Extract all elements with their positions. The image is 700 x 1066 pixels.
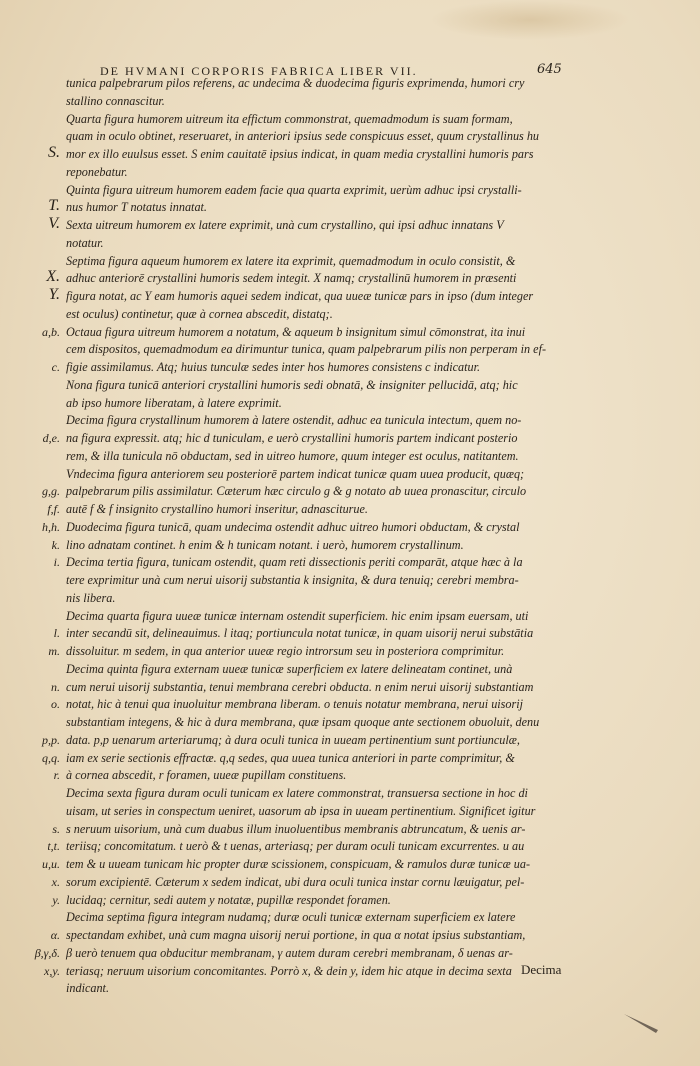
line-text: uisam, ut series in conspectum ueniret, uasorum ab ipsa in uueam pertinentium. Significet igitur <box>66 803 536 818</box>
text-line <box>42 324 586 342</box>
margin-letter: g,g. <box>42 484 60 499</box>
text-line <box>48 215 586 235</box>
line-text: mor ex illo euulsus esset. S enim cauitatē ipsius indicat, in quam media crystallini humoris pars <box>66 147 534 161</box>
text-line <box>66 111 586 129</box>
page-number: 645 <box>537 62 562 77</box>
text-line <box>51 537 586 555</box>
text-line <box>53 554 586 572</box>
line-text: tere exprimitur unà cum nerui uisorij substantia k insignita, & dura tenuiq; cerebri membra- <box>66 573 519 587</box>
line-text: notat, hic à tenui qua inuoluitur membrana liberam. o tenuis notatur membrana, nerui uisorij <box>66 697 524 712</box>
paper-stain <box>430 0 630 40</box>
text-line <box>66 785 586 803</box>
text-line <box>66 377 586 395</box>
text-line <box>42 519 586 537</box>
line-text: stallino connascitur. <box>66 93 165 108</box>
text-line <box>66 448 586 466</box>
margin-letter: m. <box>48 644 60 658</box>
margin-letter: f,f. <box>47 502 60 516</box>
line-text: Nona figura tunicā anteriori crystallini humoris sedi obnatā, & insigniter pellucidā, atq; hic <box>66 377 518 392</box>
line-text: reponebatur. <box>66 164 128 179</box>
line-text: Duodecima figura tunicā, quam undecima ostendit adhuc uitreo humori obductam, & crystal <box>66 519 520 534</box>
text-line <box>66 590 586 608</box>
text-line <box>66 661 586 679</box>
text-line <box>66 93 586 111</box>
line-text: teriisq; concomitatum. t uerò & t uenas, arteriasq; per duram oculi tunicam excurrentes. u au <box>66 839 525 854</box>
running-title: DE HVMANI CORPORIS FABRICA LIBER VII. <box>100 64 418 78</box>
line-text: palpebrarum pilis assimilatur. Cæterum hæc circulo g & g notato ab uuea pronascitur, circulo <box>66 484 527 499</box>
margin-letter: s. <box>52 821 60 836</box>
margin-letter: S. <box>48 144 60 161</box>
text-line <box>66 803 586 821</box>
line-text: Quinta figura uitreum humorem eadem facie qua quarta exprimit, uerùm adhuc ipsi crystalli- <box>66 182 522 197</box>
margin-letter: α. <box>50 928 60 942</box>
margin-letter: Y. <box>48 286 60 303</box>
text-line <box>66 980 586 998</box>
margin-letter: u,u. <box>42 857 60 871</box>
line-text: spectandam exhibet, unà cum magna uisorij nerui portione, in qua α notat ipsius substantiam, <box>66 928 526 942</box>
line-text: Decima tertia figura, tunicam ostendit, quam reti dissectionis periti comparāt, atque hæc à la <box>66 555 523 570</box>
text-line <box>66 572 586 590</box>
text-line <box>66 714 586 732</box>
line-text: Decima figura crystallinum humorem à latere ostendit, adhuc ea tunicula intectum, quem no- <box>66 413 522 428</box>
line-text: à cornea abscedit, r foramen, uueæ pupillam constituens. <box>66 768 347 783</box>
margin-letter: r. <box>53 768 60 783</box>
text-line <box>51 679 586 697</box>
text-line <box>66 341 586 359</box>
line-text: Vndecima figura anteriorem seu posteriorē partem indicat tunicæ quam uuea producit, quæq; <box>66 466 525 481</box>
text-line <box>48 197 586 217</box>
line-text: Quarta figura humorem uitreum ita effictum commonstrat, quemadmodum is suam formam, <box>66 111 513 126</box>
text-line <box>66 253 586 271</box>
margin-letter: β,γ,δ. <box>34 945 60 960</box>
line-text: Sexta uitreum humorem ex latere exprimit, unà cum crystallino, qui ipsi adhuc innatans V <box>66 218 504 232</box>
line-text: lucidaq; cernitur, sedi autem y notatæ, pupillæ respondet foramen. <box>66 892 391 907</box>
line-text: notatur. <box>66 235 104 250</box>
line-text: dissoluitur. m sedem, in qua anterior uueæ regio introrsum seu in posteriora comprimitur. <box>66 644 505 658</box>
line-text: rem, & illa tunicula nō obductam, sed in uitreo humore, quum integer est oculus, natitantem. <box>66 448 519 463</box>
margin-letter: x. <box>51 874 60 889</box>
text-line <box>66 75 586 93</box>
line-text: na figura expressit. atq; hic d tuniculam, e uerò crystallini humoris partem indicant posterio <box>66 431 518 445</box>
margin-letter: l. <box>53 626 60 641</box>
text-line <box>42 856 586 874</box>
text-line <box>48 286 586 306</box>
text-line <box>42 430 586 448</box>
line-text: figura notat, ac Y eam humoris aquei sedem indicat, qua uueæ tunicæ pars in ipso (dum integer <box>66 289 534 303</box>
line-text: est oculus) continetur, quæ à cornea abscedit, distatq;. <box>66 306 333 321</box>
text-line <box>66 235 586 253</box>
line-text: β uerò tenuem qua obducitur membranam, γ autem duram cerebri membranam, δ uenas ar- <box>66 945 513 960</box>
line-text: data. p,p uenarum arteriarumq; à dura oculi tunica in uueam pertinentium sunt portiunculæ, <box>66 732 520 747</box>
margin-letter: a,b. <box>42 324 60 339</box>
line-text: adhuc anteriorē crystallini humoris sedem integit. X namq; crystallinū humorem in præsenti <box>66 271 517 286</box>
line-text: s neruum uisorium, unà cum duabus illum inuoluentibus membranis abtruncatum, & uenis ar- <box>66 821 526 836</box>
text-line <box>66 164 586 182</box>
line-text: tem & u uueam tunicam hic propter duræ scissionem, conspicuam, & ramulos duræ tunicæ ua- <box>66 857 530 871</box>
line-text: autē f & f insignito crystallino humori inseritur, adnasciturue. <box>66 502 368 516</box>
text-line <box>51 696 586 714</box>
text-line <box>53 625 586 643</box>
text-line <box>51 359 586 377</box>
text-line <box>66 395 586 413</box>
line-text: inter secandū sit, delineauimus. l itaq; portiuncula notat tunicæ, in quam uisorij nerui substātia <box>66 626 534 641</box>
line-text: indicant. <box>66 981 109 996</box>
line-text: Decima quinta figura externam uueæ tunicæ superficiem ex latere delineatam continet, unà <box>66 661 513 676</box>
margin-letter: d,e. <box>42 431 60 445</box>
text-line <box>44 963 586 981</box>
text-line <box>66 608 586 626</box>
line-text: nis libera. <box>66 590 116 605</box>
line-text: Octaua figura uitreum humorem a notatum, & aqueum b insignitum simul cōmonstrat, ita inui <box>66 324 526 339</box>
text-line <box>52 892 586 910</box>
catchword: Decima <box>521 962 562 977</box>
text-line <box>42 483 586 501</box>
text-line <box>50 927 586 945</box>
line-text: sorum excipientē. Cæterum x sedem indicat, ubi dura oculi tunica instar cornu læuigatur, pel- <box>66 874 525 889</box>
line-text: cum nerui uisorij substantia, tenui membrana cerebri obducta. n enim nerui uisorij substantiam <box>66 679 534 694</box>
text-block <box>34 75 586 998</box>
line-text: nus humor T notatus innatat. <box>66 200 207 215</box>
line-text: iam ex serie sectionis effractæ. q,q sedes, qua uuea tunica anteriori in parte comprimitur, & <box>66 750 515 765</box>
line-text: quam in oculo obtinet, reseruaret, in anteriori ipsius sede conspicuus esset, quum crystallinus hu <box>66 129 540 144</box>
text-line <box>47 501 586 519</box>
text-line <box>66 909 586 927</box>
line-text: Septima figura aqueum humorem ex latere ita exprimit, quemadmodum in oculo consistit, & <box>66 253 516 268</box>
line-text: cem dispositos, quemadmodum ea dirimuntur tunica, quam palpebrarum pilis non perperam in ef- <box>66 342 547 357</box>
margin-letter: q,q. <box>42 750 60 765</box>
margin-letter: k. <box>51 537 60 552</box>
text-line <box>42 732 586 750</box>
margin-letter: y. <box>52 892 60 907</box>
text-line <box>48 144 586 164</box>
margin-letter: X. <box>46 268 60 286</box>
margin-letter: V. <box>48 215 60 232</box>
text-line <box>52 821 586 839</box>
margin-letter: t,t. <box>47 839 60 854</box>
text-line <box>51 874 586 892</box>
text-line <box>66 182 586 200</box>
margin-letter: i. <box>53 555 60 570</box>
text-line <box>34 945 586 963</box>
line-text: teriasq; neruum uisorium concomitantes. Porrò x, & dein y, idem hic atque in decima sexta <box>66 963 512 978</box>
line-text: tunica palpebrarum pilos referens, ac undecima & duodecima figuris exprimenda, humori cry <box>66 76 525 90</box>
text-line <box>48 643 586 661</box>
margin-letter: c. <box>51 360 60 374</box>
margin-letter: n. <box>51 679 60 694</box>
text-line <box>66 306 586 324</box>
line-text: Decima septima figura integram nudamq; duræ oculi tunicæ externam superficiem ex latere <box>66 910 516 925</box>
page-marker-icon <box>622 1012 662 1034</box>
text-line <box>53 767 586 785</box>
line-text: substantiam integens, & hic à dura membrana, quæ ipsam quoque ante sectionem obuoluit, denu <box>66 715 540 729</box>
margin-letter: T. <box>48 197 60 215</box>
line-text: ab ipso humore liberatam, à latere exprimit. <box>66 395 282 410</box>
line-text: figie assimilamus. Atq; huius tunculæ sedes inter hos humores consistens c indicatur. <box>66 360 481 374</box>
text-line <box>47 838 586 856</box>
margin-letter: o. <box>51 697 60 712</box>
line-text: lino adnatam continet. h enim & h tunicam notant. i uerò, humorem crystallinum. <box>66 537 464 552</box>
text-line <box>46 268 586 288</box>
line-text: Decima quarta figura uueæ tunicæ internam ostendit superficiem. hic enim ipsam euersam, uti <box>66 608 529 623</box>
text-line <box>42 750 586 768</box>
line-text: Decima sexta figura duram oculi tunicam ex latere commonstrat, transuersa sectione in hoc di <box>66 786 528 800</box>
text-line <box>66 412 586 430</box>
margin-letter: h,h. <box>42 519 60 534</box>
text-line <box>66 466 586 484</box>
margin-letter: x,y. <box>44 963 60 978</box>
margin-letter: p,p. <box>42 732 60 747</box>
text-line <box>66 128 586 146</box>
